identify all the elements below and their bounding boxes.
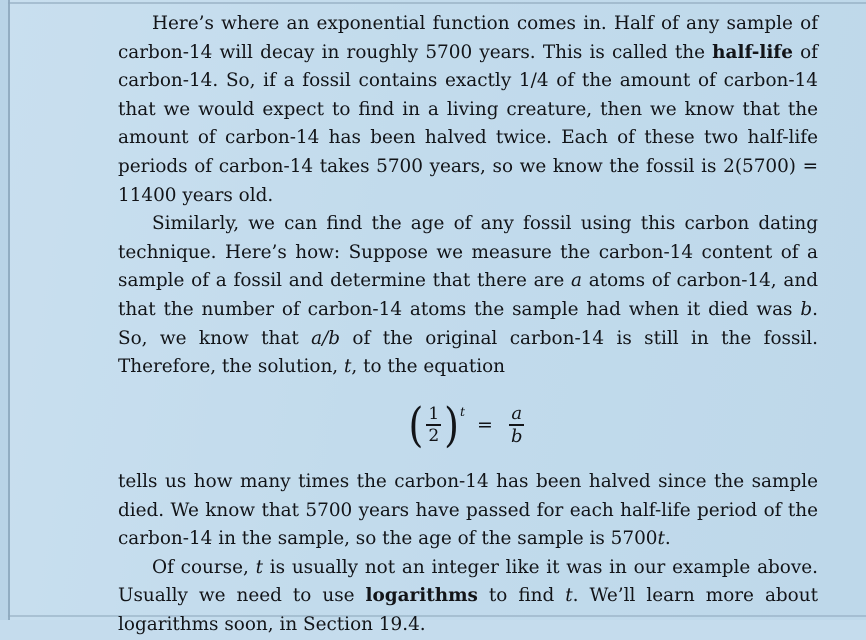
equals-sign: = xyxy=(477,413,493,436)
variable-t: t xyxy=(565,585,573,607)
fraction-numerator: 1 xyxy=(428,403,440,424)
document-body xyxy=(118,10,818,640)
text-run: tells us how many times the carbon-14 has been halved since the sample died. We know that 5700 years have passed for each half-life period of the carbon-14 in the sample, so the age of the sample is 5700 xyxy=(118,470,818,550)
paragraph-age-of-sample xyxy=(118,468,818,554)
exponent-t: t xyxy=(460,404,466,420)
left-paren: ( xyxy=(408,398,424,452)
equation-expression xyxy=(408,398,528,452)
paragraph-carbon-dating-technique xyxy=(118,210,818,382)
variable-b: b xyxy=(800,298,813,320)
term-logarithms: logarithms xyxy=(365,585,478,607)
right-paren: ) xyxy=(444,398,459,452)
page-top-rule xyxy=(8,2,866,4)
parenthesized-fraction xyxy=(408,398,466,452)
fraction-a-over-b xyxy=(506,404,528,446)
text-run: , to the equation xyxy=(351,356,506,378)
fraction-denominator: b xyxy=(510,425,523,447)
fraction-one-half xyxy=(423,405,444,445)
text-run: Of course, xyxy=(152,556,256,578)
text-run: atoms of carbon-14, and that the number of carbon-14 atoms the sample had when it died was xyxy=(118,270,818,320)
paragraph-logarithms xyxy=(118,554,818,640)
term-half-life: half-life xyxy=(712,41,793,63)
text-run: Similarly, we can find the age of any fossil using this carbon dating technique. Here’s how: Suppose we measure the carbon-14 content of a sample of a fossil and determine that there are xyxy=(118,213,818,292)
page-left-margin xyxy=(0,0,8,620)
text-run: is usually not an integer like it was in our example above. Usually we need to use xyxy=(118,556,818,607)
text-run: Here’s where an exponential function comes in. Half of any sample of carbon-14 will decay in roughly 5700 years. This is called the xyxy=(118,13,818,63)
page-left-rule xyxy=(8,0,10,620)
variable-a-over-b: a/b xyxy=(311,327,341,349)
text-run: . So, we know that xyxy=(118,298,818,349)
fraction-denominator: 2 xyxy=(428,425,440,446)
paragraph-exponential-half-life xyxy=(118,10,818,210)
variable-a: a xyxy=(571,270,582,292)
fraction-numerator: a xyxy=(511,402,523,424)
display-equation xyxy=(118,398,818,452)
variable-t: t xyxy=(255,556,263,578)
text-run: of carbon-14. So, if a fossil contains exactly 1/4 of the amount of carbon-14 that we would expect to find in a living creature, then we know that the amount of carbon-14 has been halved twice. Each of these two half-life periods of carbon-14 takes 5700 years, so we know the fossil is 2(5700) = 11400 years old. xyxy=(118,41,818,206)
text-run: of the original carbon-14 is still in the fossil. Therefore, the solution, xyxy=(118,327,819,378)
text-run: to find xyxy=(477,585,566,607)
text-run: . xyxy=(664,528,671,550)
variable-t: t xyxy=(344,356,352,378)
variable-t: t xyxy=(657,528,665,550)
text-run: . We’ll learn more about logarithms soon, in Section 19.4. xyxy=(118,585,818,635)
